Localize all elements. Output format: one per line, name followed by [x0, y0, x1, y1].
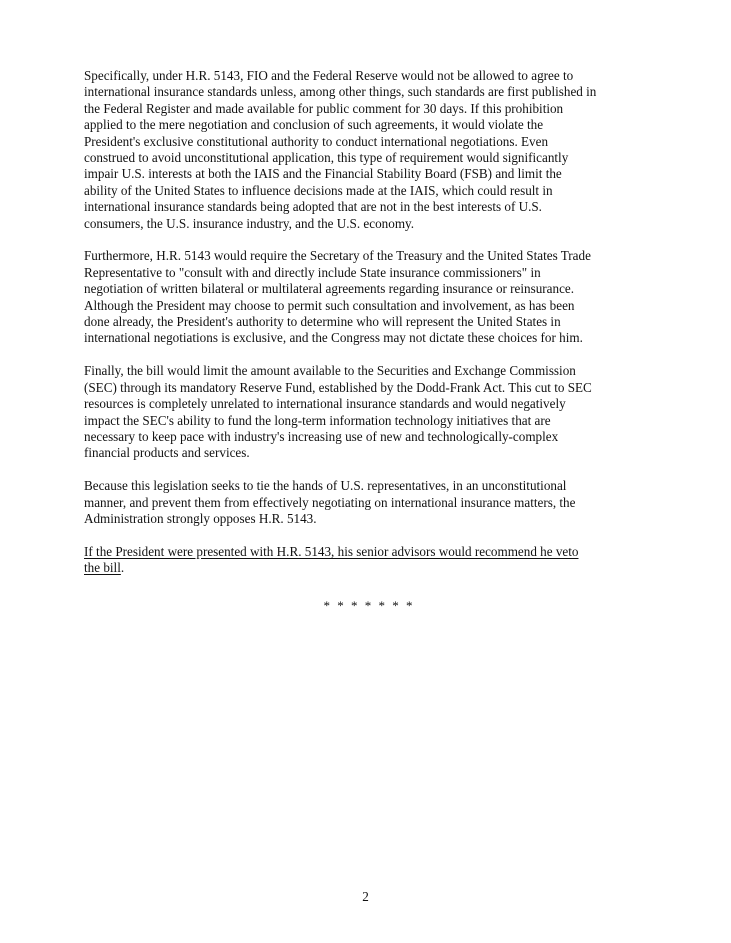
page-number: 2: [362, 889, 369, 904]
veto-statement-text: If the President were presented with H.R. 5143, his senior advisors would recommend he veto the bill: [84, 543, 579, 576]
veto-statement-period: .: [120, 560, 125, 576]
section-separator: * * * * * * *: [323, 598, 415, 613]
paragraph-administration-opposes: Because this legislation seeks to tie the hands of U.S. representatives, in an unconstitutional manner, and prevent them from effectively negotiating on international insurance matters, the Administration strongly opposes H.R. 5143.: [84, 478, 576, 526]
paragraph-state-commissioners: Furthermore, H.R. 5143 would require the Secretary of the Treasury and the United States Trade Representative to "consult with and directly include State insurance commissioners" in negotiation of written bilateral or multilateral agreements regarding insurance or reinsurance. Although the President may choose to permit such consultation and involvement, as has been done already, the President's authority to determine who will represent the United States in international negotiations is exclusive, and the Congress may not dictate these choices for him.: [84, 248, 591, 346]
veto-statement: [84, 544, 654, 577]
paragraph-ir-standards: Specifically, under H.R. 5143, FIO and the Federal Reserve would not be allowed to agree to international insurance standards unless, among other things, such standards are first published in the Federal Register and made available for public comment for 30 days. If this prohibition applied to the mere negotiation and conclusion of such agreements, it would violate the President's exclusive constitutional authority to conduct international negotiations. Even construed to avoid unconstitutional application, this type of requirement would significantly impair U.S. interests at both the IAIS and the Financial Stability Board (FSB) and limit the ability of the United States to influence decisions made at the IAIS, which could result in international insurance standards being adopted that are not in the best interests of U.S. consumers, the U.S. insurance industry, and the U.S. economy.: [84, 68, 597, 231]
paragraph-sec-reserve-fund: Finally, the bill would limit the amount available to the Securities and Exchange Commission (SEC) through its mandatory Reserve Fund, established by the Dodd-Frank Act. This cut to SEC resources is completely unrelated to international insurance standards and would negatively impact the SEC's ability to fund the long-term information technology initiatives that are necessary to keep pace with industry's increasing use of new and technologically-complex financial products and services.: [84, 363, 592, 461]
document-body: [84, 68, 654, 613]
